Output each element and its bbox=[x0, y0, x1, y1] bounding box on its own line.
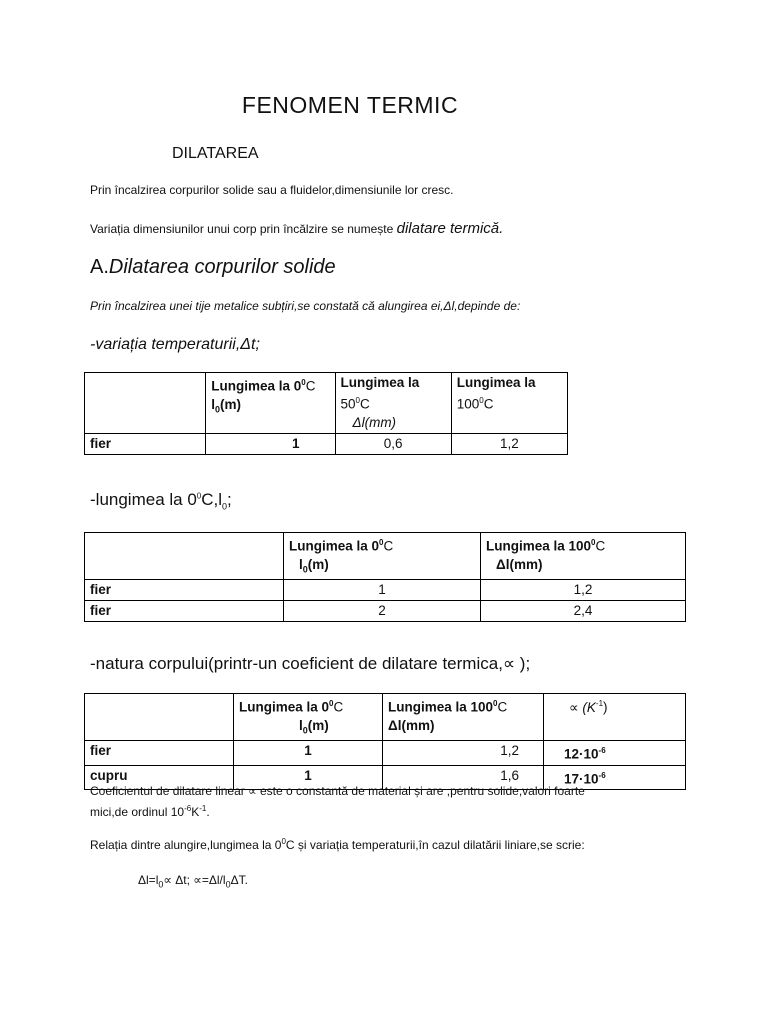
table-temperature-variation bbox=[84, 372, 568, 455]
table-header-length-100: Lungimea la $100^0C$ Δl(mm) bbox=[383, 694, 544, 741]
row-length-0: 1 bbox=[284, 580, 481, 601]
table-header-length-100: Lungimea la $100^0C$ Δl(mm) bbox=[481, 533, 686, 580]
term-dilatare-termica: dilatare termică. bbox=[396, 220, 504, 237]
row-length-0: 2 bbox=[284, 601, 481, 622]
page-subtitle: DILATAREA bbox=[172, 145, 259, 162]
table-row bbox=[85, 433, 568, 454]
row-delta-l: 1,2 bbox=[383, 741, 544, 766]
bullet-initial-length: -lungimea la $0^0C,l_0$; bbox=[90, 490, 232, 512]
table-row bbox=[85, 741, 686, 766]
bullet-material-nature: -natura corpului(printr-un coeficient de dilatare termica,∝ ); bbox=[90, 654, 531, 673]
row-label: cupru bbox=[85, 765, 234, 790]
table-header-alpha: ∝ $(K^{-1})$ bbox=[544, 694, 686, 741]
section-a-heading bbox=[90, 256, 336, 279]
row-label: fier bbox=[85, 580, 284, 601]
table-header-empty bbox=[85, 694, 234, 741]
row-length-0: 1 bbox=[234, 741, 383, 766]
page-title: FENOMEN TERMIC bbox=[241, 92, 459, 118]
row-length-0: 1 bbox=[234, 765, 383, 790]
row-label: fier bbox=[85, 741, 234, 766]
row-alpha: $17\cdot 10^{-6}$ bbox=[544, 765, 686, 790]
table-header-empty bbox=[85, 533, 284, 580]
section-a-text: Prin încalzirea unei tije metalice subțiri,se constată că alungirea ei,Δl,depinde de: bbox=[90, 299, 521, 313]
section-a-prefix: A. bbox=[90, 256, 109, 278]
table-header-length-50: Lungimea la $50^0C$ Δl(mm) bbox=[335, 373, 451, 434]
table-header-length-100: Lungimea la $100^0C$ bbox=[451, 373, 567, 434]
table-row bbox=[85, 580, 686, 601]
row-delta-l: 1,6 bbox=[383, 765, 544, 790]
intro-paragraph-2-text: Variația dimensiunilor unui corp prin încălzire se numește bbox=[90, 222, 394, 236]
table-header-row bbox=[85, 373, 568, 434]
bullet-temperature-variation: -variația temperaturii,Δt; bbox=[90, 336, 260, 353]
table-header-length-0: Lungimea la $0^0C$ $l_0(m)$ bbox=[284, 533, 481, 580]
row-delta-l: 1,2 bbox=[481, 580, 686, 601]
table-header-row bbox=[85, 694, 686, 741]
table-header-empty bbox=[85, 373, 206, 434]
row-label: fier bbox=[85, 433, 206, 454]
row-label: fier bbox=[85, 601, 284, 622]
table-row bbox=[85, 601, 686, 622]
table-material-nature bbox=[84, 693, 686, 790]
row-alpha: $12\cdot 10^{-6}$ bbox=[544, 741, 686, 766]
table-header-length-0: Lungimea la $0^0C$ $l_0(m)$ bbox=[206, 373, 335, 434]
row-length-100: 1,2 bbox=[451, 433, 567, 454]
table-initial-length bbox=[84, 532, 686, 622]
row-delta-l: 2,4 bbox=[481, 601, 686, 622]
dilatation-formula: $\Delta l=l_0\propto \Delta t$; $\propto=\Delta l/l_0\Delta T$. bbox=[138, 873, 248, 890]
table-header-row bbox=[85, 533, 686, 580]
intro-paragraph-1: Prin încalzirea corpurilor solide sau a fluidelor,dimensiunile lor cresc. bbox=[90, 183, 454, 197]
relation-paragraph: Relația dintre alungire,lungimea la $0^0C$ și variația temperaturii,în cazul dilatării liniare,se scrie: bbox=[90, 837, 585, 852]
row-length-0: 1 bbox=[206, 433, 335, 454]
section-a-title: Dilatarea corpurilor solide bbox=[108, 256, 336, 278]
intro-paragraph-2 bbox=[90, 220, 503, 237]
row-length-50: 0,6 bbox=[335, 433, 451, 454]
table-header-length-0: Lungimea la $0^0C$ $l_0(m)$ bbox=[234, 694, 383, 741]
coefficient-paragraph: Coeficientul de dilatare linear ∝ este o constantă de material și are ,pentru solide,valori foarte mici,de ordinul $10^{-6}K^{-1}$. bbox=[90, 784, 585, 819]
